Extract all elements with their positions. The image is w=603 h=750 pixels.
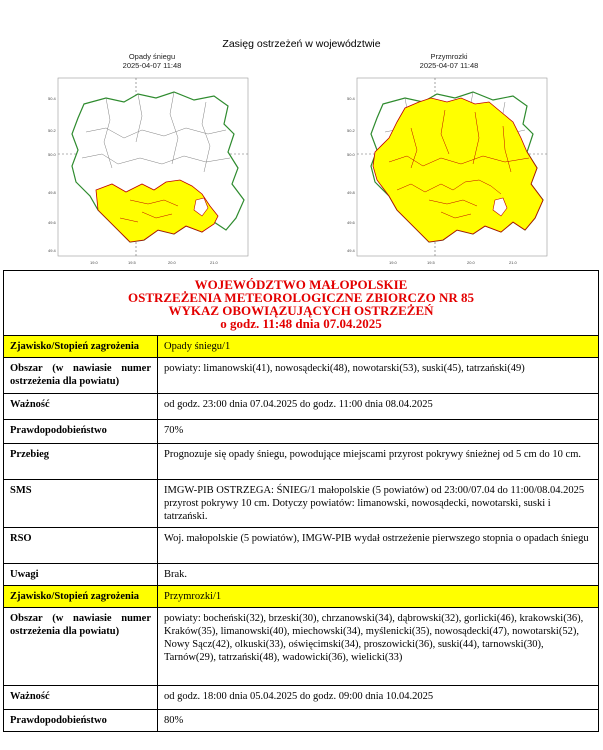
warning-1-notes-row [4, 564, 599, 586]
area-label: Obszar (w nawiasie numer ostrzeżenia dla powiatu) [4, 608, 158, 686]
validity-label: Ważność [4, 394, 158, 420]
rso-value: Woj. małopolskie (5 powiatów), IMGW-PIB wydał ostrzeżenie pierwszego stopnia o opadach śniegu [158, 528, 599, 564]
header-region: WOJEWÓDZTWO MAŁOPOLSKIE [194, 277, 408, 292]
phenomenon-value: Opady śniegu/1 [158, 336, 599, 358]
rso-label: RSO [4, 528, 158, 564]
report-header [4, 271, 599, 336]
warning-1-phenomenon-row [4, 336, 599, 358]
warnings-table [3, 270, 599, 732]
svg-text:19.0: 19.0 [389, 260, 397, 265]
svg-text:19.5: 19.5 [128, 260, 136, 265]
map-right-caption [369, 52, 529, 70]
svg-text:49.4: 49.4 [48, 248, 56, 253]
map-left-name: Opady śniegu [128, 52, 176, 61]
map-left-caption [72, 52, 232, 70]
warning-1-probability-row [4, 420, 599, 444]
svg-text:21.0: 21.0 [509, 260, 517, 265]
area-value: powiaty: limanowski(41), nowosądecki(48), nowotarski(53), suski(45), tatrzański(49) [158, 358, 599, 394]
svg-text:50.0: 50.0 [48, 152, 56, 157]
svg-text:19.0: 19.0 [90, 260, 98, 265]
validity-label: Ważność [4, 686, 158, 710]
warning-2-area-row [4, 608, 599, 686]
probability-value: 80% [158, 710, 599, 732]
probability-label: Prawdopodobieństwo [4, 420, 158, 444]
warning-1-sms-row [4, 480, 599, 528]
warning-2-validity-row [4, 686, 599, 710]
warning-2-probability-row [4, 710, 599, 732]
svg-text:50.4: 50.4 [347, 96, 355, 101]
map-right-name: Przymrozki [430, 52, 468, 61]
phenomenon-value: Przymrozki/1 [158, 586, 599, 608]
warning-2-phenomenon-row [4, 586, 599, 608]
notes-value: Brak. [158, 564, 599, 586]
map-right-date: 2025-04-07 11:48 [419, 61, 479, 70]
sms-value: IMGW-PIB OSTRZEGA: ŚNIEG/1 małopolskie (5 powiatów) od 23:00/07.04 do 11:00/08.04.2025 przyrost pokrywy 10 cm. Dotyczy powiatów: limanowski, nowosądecki, nowotarski, suski i tatrzański. [158, 480, 599, 528]
warning-1-area-row [4, 358, 599, 394]
area-value: powiaty: bocheński(32), brzeski(30), chrzanowski(34), dąbrowski(32), gorlicki(46), krakowski(36), Kraków(35), limanowski(40), miechowski(34), myślenicki(35), nowosądecki(47), nowotarski(52), Nowy Sącz(42), olkuski(33), oświęcimski(34), proszowicki(36), suski(44), tarnowski(30), Tarnów(29), tatrzański(48), wadowicki(36), wielicki(33) [158, 608, 599, 686]
svg-text:49.6: 49.6 [347, 220, 355, 225]
sms-label: SMS [4, 480, 158, 528]
validity-value: od godz. 23:00 dnia 07.04.2025 do godz. 11:00 dnia 08.04.2025 [158, 394, 599, 420]
svg-text:49.8: 49.8 [347, 190, 355, 195]
svg-text:21.0: 21.0 [210, 260, 218, 265]
warning-1-rso-row [4, 528, 599, 564]
svg-text:49.8: 49.8 [48, 190, 56, 195]
notes-label: Uwagi [4, 564, 158, 586]
phenomenon-label: Zjawisko/Stopień zagrożenia [4, 586, 158, 608]
map-left-snow [46, 72, 256, 268]
svg-text:50.4: 50.4 [48, 96, 56, 101]
svg-text:20.0: 20.0 [467, 260, 475, 265]
probability-value: 70% [158, 420, 599, 444]
course-value: Prognozuje się opady śniegu, powodujące miejscami przyrost pokrywy śnieżnej od 5 cm do 10 cm. [158, 444, 599, 480]
svg-text:50.2: 50.2 [48, 128, 56, 133]
svg-text:20.0: 20.0 [168, 260, 176, 265]
svg-text:19.5: 19.5 [427, 260, 435, 265]
svg-text:50.2: 50.2 [347, 128, 355, 133]
course-label: Przebieg [4, 444, 158, 480]
probability-label: Prawdopodobieństwo [4, 710, 158, 732]
map-right-frost [345, 72, 555, 268]
header-title: OSTRZEŻENIA METEOROLOGICZNE ZBIORCZO NR 85 [127, 290, 475, 305]
warning-1-course-row [4, 444, 599, 480]
area-label: Obszar (w nawiasie numer ostrzeżenia dla powiatu) [4, 358, 158, 394]
svg-text:49.6: 49.6 [48, 220, 56, 225]
warning-1-validity-row [4, 394, 599, 420]
svg-text:50.0: 50.0 [347, 152, 355, 157]
map-left-date: 2025-04-07 11:48 [122, 61, 182, 70]
header-subtitle: WYKAZ OBOWIĄZUJĄCYCH OSTRZEŻEŃ [168, 303, 434, 318]
maps-title: Zasięg ostrzeżeń w województwie [222, 38, 381, 50]
header-time: o godz. 11:48 dnia 07.04.2025 [220, 316, 382, 331]
validity-value: od godz. 18:00 dnia 05.04.2025 do godz. 09:00 dnia 10.04.2025 [158, 686, 599, 710]
svg-text:49.4: 49.4 [347, 248, 355, 253]
phenomenon-label: Zjawisko/Stopień zagrożenia [4, 336, 158, 358]
